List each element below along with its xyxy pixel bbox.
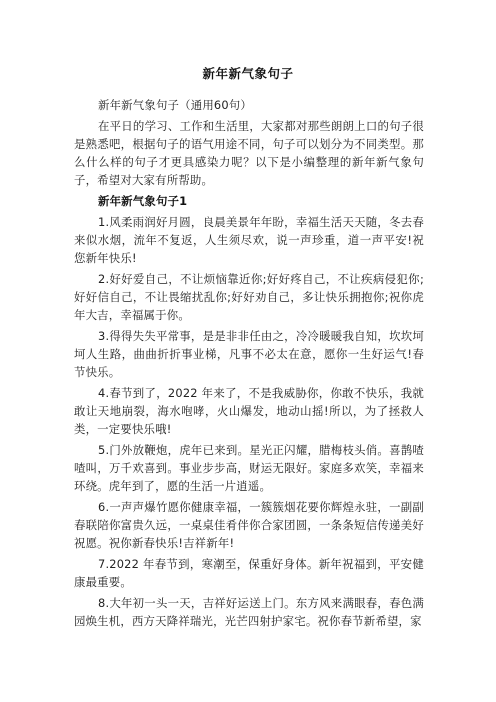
list-item: 7.2022 年春节到，寒潮至，保重好身体。新年祝福到，平安健康最重要。 [74,557,424,589]
document-title: 新年新气象句子 [202,66,294,81]
document-body [74,96,424,633]
list-item: 2.好好爱自己，不让烦恼靠近你;好好疼自己，不让疾病侵犯你;好好信自己，不让畏缩扰乱你;好好劝自己，多让快乐拥抱你;祝你虎年大吉，幸福属于你。 [74,272,424,322]
section-heading: 新年新气象句子1 [98,194,188,208]
list-item: 3.得得失失平常事，是是非非任由之，冷冷暖暖我自知，坎坎坷坷人生路，曲曲折折事业梯，凡事不必太在意，愿你一生好运气!春节快乐。 [74,329,424,379]
list-item: 8.大年初一头一天，吉祥好运送上门。东方风来满眼春，春色满园焕生机，西方天降祥瑞光，光芒四射护家宅。祝你春节新希望，家 [74,596,424,628]
document-subtitle: 新年新气象句子（通用60句） [98,98,252,112]
list-item: 6.一声声爆竹愿你健康幸福，一簇簇烟花要你辉煌永驻，一副副春联陪你富贵久远，一桌桌佳肴伴你合家团圆，一条条短信传递美好祝愿。祝你新春快乐!吉祥新年! [74,500,424,550]
intro-paragraph: 在平日的学习、工作和生活里，大家都对那些朗朗上口的句子很是熟悉吧，根据句子的语气用途不同，句子可以划分为不同类型。那么什么样的句子才更具感染力呢？以下是小编整理的新年新气象句子，希望对大家有所帮助。 [74,119,424,187]
list-item: 5.门外放鞭炮，虎年已来到。星光正闪耀，腊梅枝头俏。喜鹊喳喳叫，万千欢喜到。事业步步高，财运无限好。家庭多欢笑，幸福来环绕。虎年到了，愿的生活一片逍遥。 [74,443,424,493]
list-item: 4.春节到了，2022 年来了，不是我威胁你，你敢不快乐，我就敢让天地崩裂，海水咆哮，火山爆发，地动山摇!所以，为了拯救人类，一定要快乐哦! [74,386,424,436]
list-item: 1.风柔雨润好月圆，良晨美景年年盼，幸福生活天天随，冬去春来似水烟，流年不复返，人生须尽欢，说一声珍重，道一声平安!祝您新年快乐! [74,215,424,265]
